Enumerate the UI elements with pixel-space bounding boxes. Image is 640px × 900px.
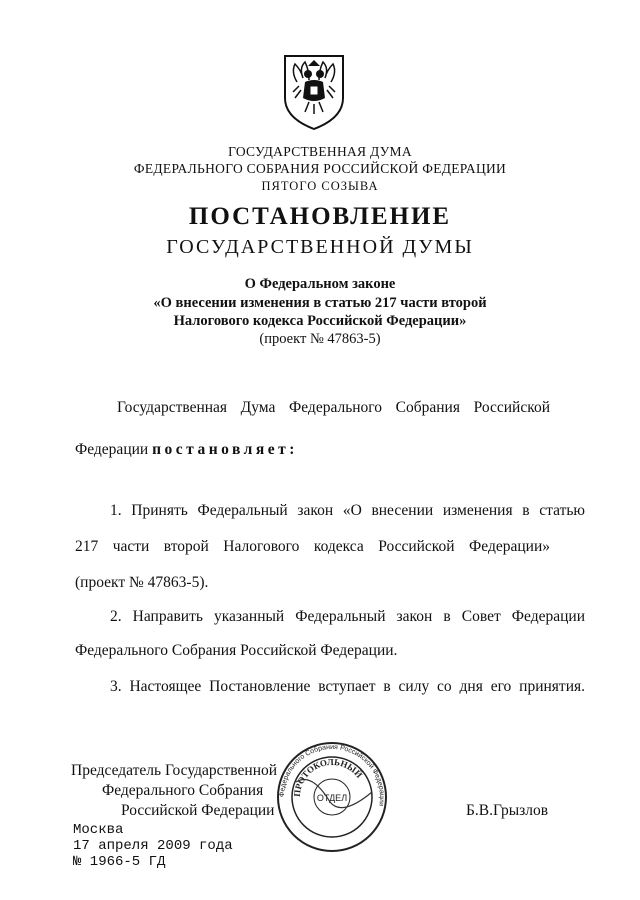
- coat-of-arms-emblem: [279, 52, 349, 132]
- resolves-word: постановляет:: [152, 441, 298, 458]
- law-heading-line3: Налогового кодекса Российской Федерации»: [173, 313, 467, 329]
- duma-header-line2: ФЕДЕРАЛЬНОГО СОБРАНИЯ РОССИЙСКОЙ ФЕДЕРАЦИИ: [133, 161, 507, 176]
- footer-date: 17 апреля 2009 года: [73, 838, 233, 854]
- preamble-text-1: Государственная Дума Федерального Собрания Российской: [117, 399, 550, 416]
- convocation-label: ПЯТОГО СОЗЫВА: [261, 179, 379, 193]
- item1-line1: 1. Принять Федеральный закон «О внесении изменения в статью: [110, 502, 585, 519]
- document-title: ПОСТАНОВЛЕНИЕ: [188, 203, 452, 230]
- signature-title-line3: Российской Федерации: [121, 802, 275, 819]
- preamble-line2: [75, 441, 550, 459]
- item2-line2: Федерального Собрания Российской Федерации.: [75, 642, 398, 659]
- duma-header-line1: ГОСУДАРСТВЕННАЯ ДУМА: [228, 144, 412, 159]
- item3-line1: 3. Настоящее Постановление вступает в силу со дня его принятия.: [110, 678, 585, 695]
- stamp-center-text: ОТДЕЛ: [316, 793, 348, 803]
- stamp-inner-text: ПРОТОКОЛЬНЫЙ: [291, 756, 365, 798]
- document-subtitle: ГОСУДАРСТВЕННОЙ ДУМЫ: [166, 236, 474, 258]
- footer-number: № 1966-5 ГД: [73, 854, 166, 870]
- preamble-line1: [75, 399, 550, 417]
- signature-title-line2: Федерального Собрания: [102, 782, 264, 799]
- official-stamp-seal: [272, 742, 392, 852]
- signer-name: Б.В.Грызлов: [466, 802, 549, 819]
- signature-title-line1: Председатель Государственной: [71, 762, 278, 779]
- stamp-outer-text: Федерального Собрания Российской Федерации: [278, 743, 386, 807]
- law-heading-line2: «О внесении изменения в статью 217 части второй: [153, 295, 487, 311]
- project-number: (проект № 47863-5): [259, 331, 381, 347]
- item1-line3: (проект № 47863-5).: [75, 574, 209, 591]
- footer-city: Москва: [73, 822, 124, 838]
- law-heading-line1: О Федеральном законе: [244, 276, 396, 292]
- item2-line1: 2. Направить указанный Федеральный закон в Совет Федерации: [110, 608, 585, 625]
- preamble-text-2: Федерации: [75, 441, 153, 458]
- item1-line2: 217 части второй Налогового кодекса Российской Федерации»: [75, 538, 550, 555]
